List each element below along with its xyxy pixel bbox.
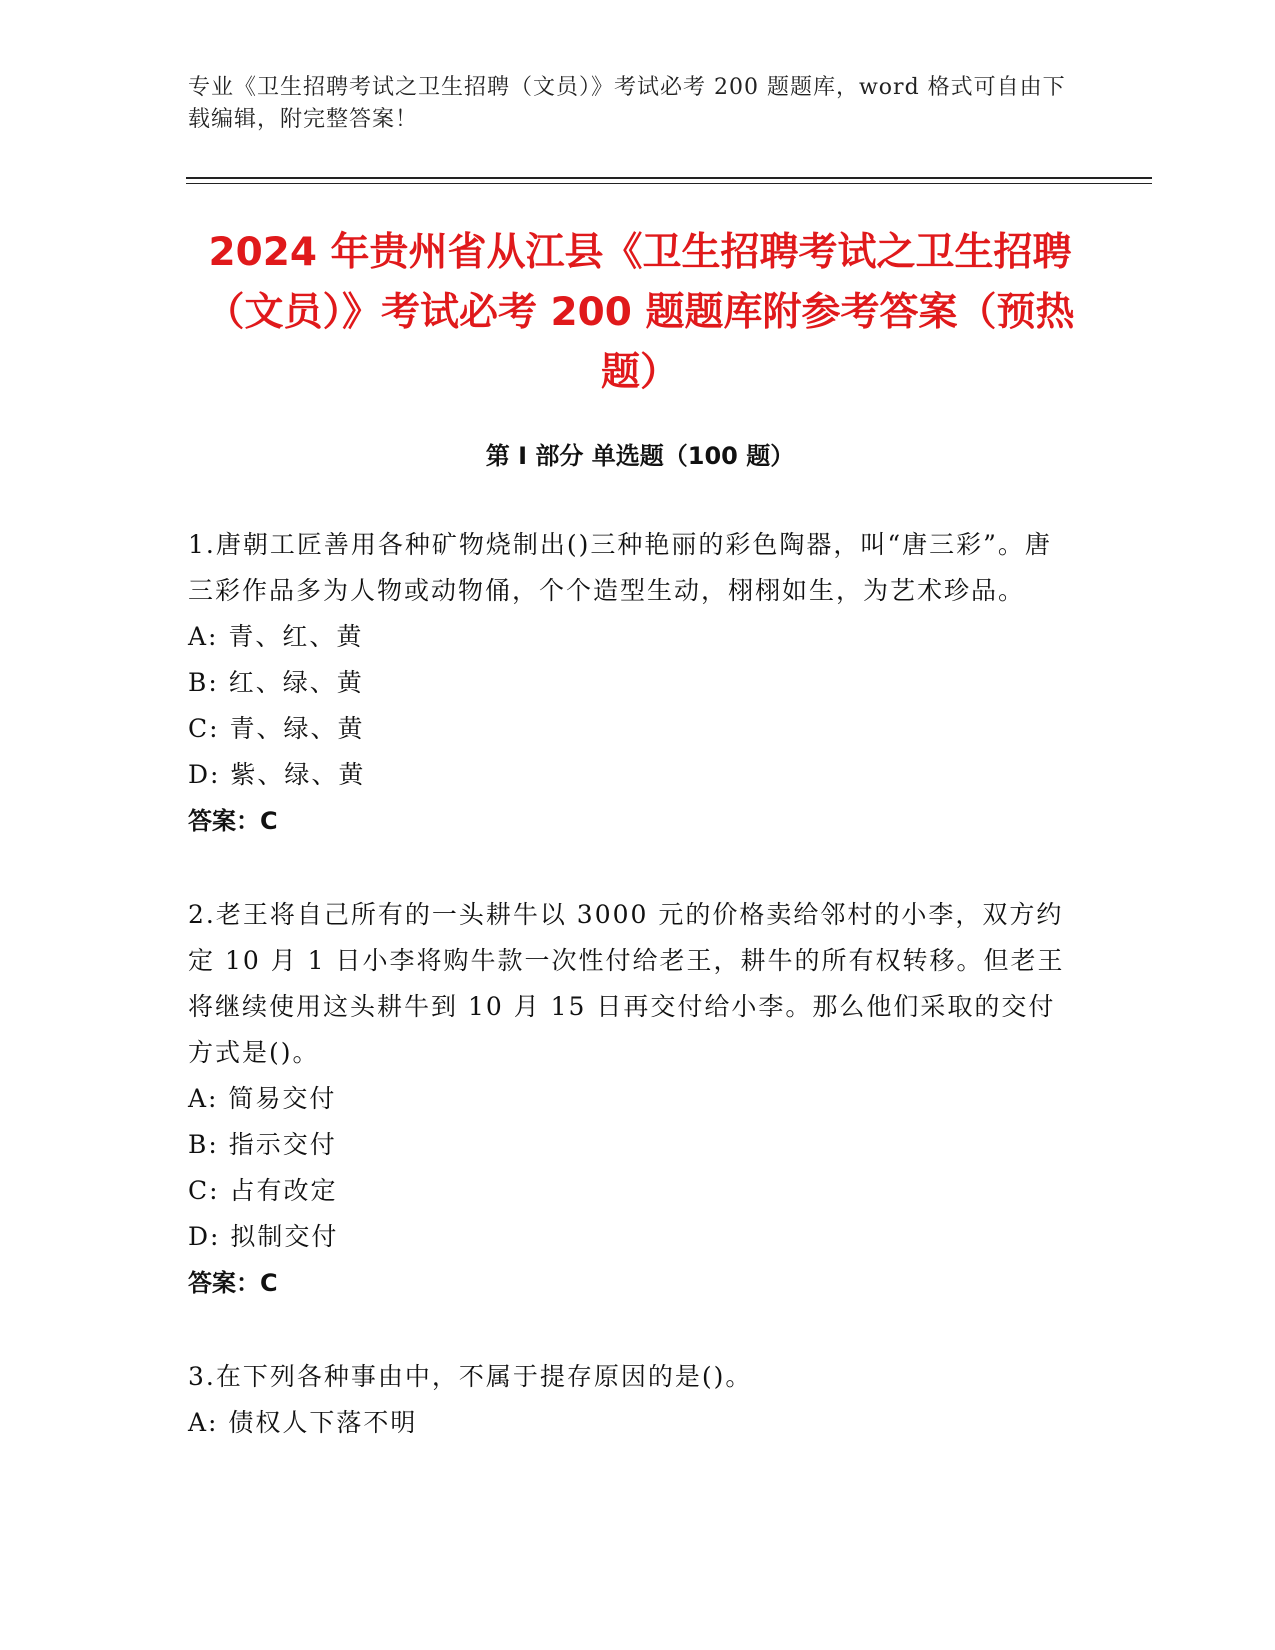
question-stem: 3.在下列各种事由中，不属于提存原因的是()。 <box>188 1362 753 1391</box>
option-a: A: 简易交付 <box>188 1084 337 1113</box>
option-b: B: 红、绿、黄 <box>188 668 364 697</box>
question-2 <box>188 892 1068 1306</box>
answer-line: 答案：C <box>188 807 278 835</box>
section-heading: 第 I 部分 单选题（100 题） <box>485 442 795 470</box>
answer-line: 答案：C <box>188 1269 278 1297</box>
option-c: C: 占有改定 <box>188 1176 338 1205</box>
question-stem: 1.唐朝工匠善用各种矿物烧制出()三种艳丽的彩色陶器，叫“唐三彩”。唐三彩作品多为人物或动物俑，个个造型生动，栩栩如生，为艺术珍品。 <box>188 530 1052 605</box>
header-intro: 专业《卫生招聘考试之卫生招聘（文员）》考试必考 200 题题库，word 格式可自由下载编辑，附完整答案！ <box>188 75 1066 132</box>
option-c: C: 青、绿、黄 <box>188 714 365 743</box>
question-stem: 2.老王将自己所有的一头耕牛以 3000 元的价格卖给邻村的小李，双方约定 10 月 1 日小李将购牛款一次性付给老王，耕牛的所有权转移。但老王将继续使用这头耕牛到 10 月 15 日再交付给小李。那么他们采取的交付方式是()。 <box>188 900 1065 1067</box>
document-title: 2024 年贵州省从江县《卫生招聘考试之卫生招聘（文员）》考试必考 200 题题库附参考答案（预热题） <box>205 230 1075 395</box>
question-list <box>188 522 1068 1494</box>
option-a: A: 债权人下落不明 <box>188 1408 418 1437</box>
option-a: A: 青、红、黄 <box>188 622 364 651</box>
question-3 <box>188 1354 1068 1446</box>
header-divider-thin <box>186 183 1152 184</box>
option-b: B: 指示交付 <box>188 1130 337 1159</box>
question-1 <box>188 522 1068 844</box>
header-divider-thick <box>186 177 1152 179</box>
option-d: D: 拟制交付 <box>188 1222 339 1251</box>
option-d: D: 紫、绿、黄 <box>188 760 366 789</box>
